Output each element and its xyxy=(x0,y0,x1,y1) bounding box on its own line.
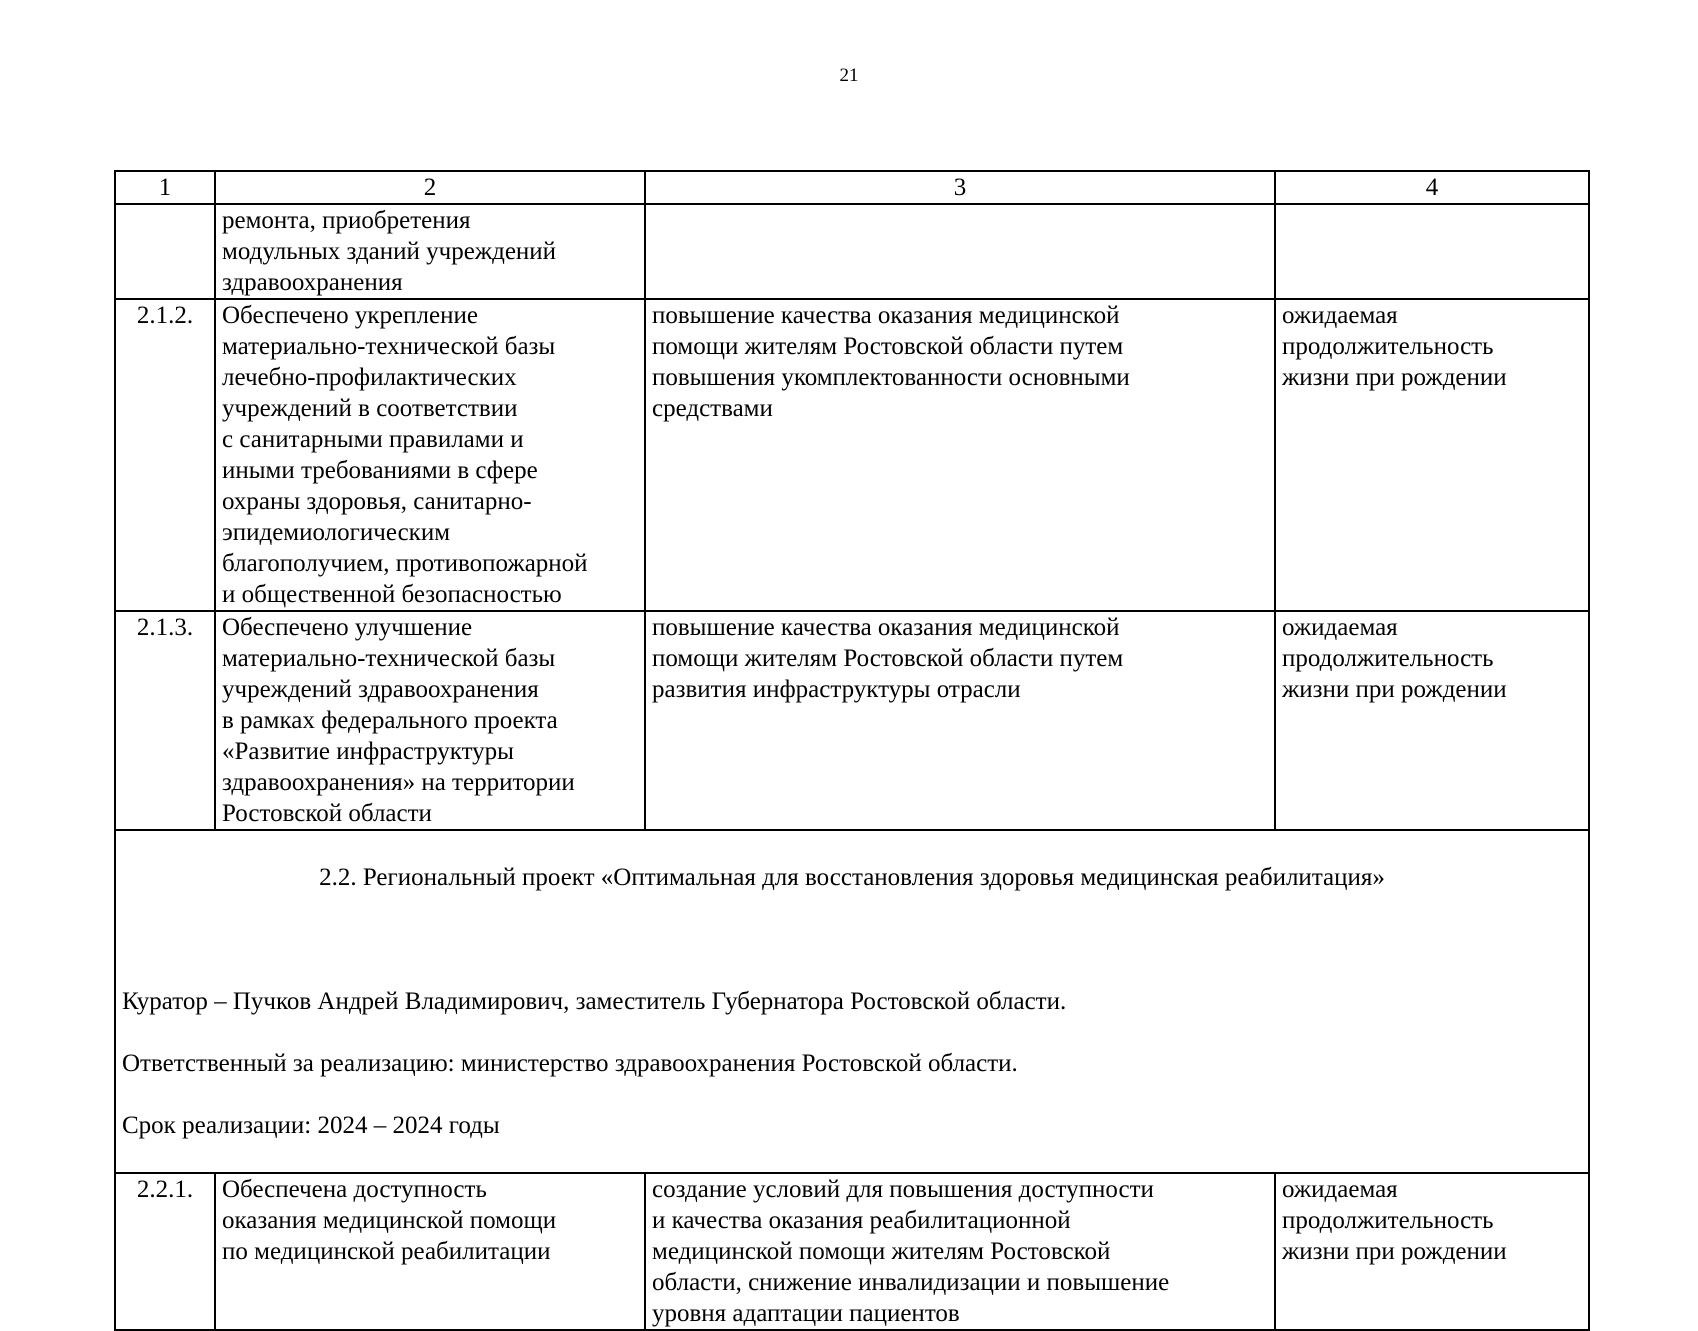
effect-cell: повышение качества оказания медицинской помощи жителям Ростовской области путем развития инфраструктуры отрасли xyxy=(645,611,1275,830)
section-row xyxy=(115,830,1589,1173)
effect-cell xyxy=(645,204,1275,299)
section-cell xyxy=(115,830,1589,1173)
column-header-3: 3 xyxy=(645,171,1275,204)
table-row xyxy=(115,1173,1589,1330)
column-header-2: 2 xyxy=(215,171,645,204)
table-row xyxy=(115,204,1589,299)
row-number xyxy=(115,204,215,299)
table-row xyxy=(115,611,1589,830)
effect-cell: повышение качества оказания медицинской помощи жителям Ростовской области путем повышения укомплектованности основными средствами xyxy=(645,299,1275,611)
indicator-cell xyxy=(1275,204,1589,299)
column-header-4: 4 xyxy=(1275,171,1589,204)
table-header-row xyxy=(115,171,1589,204)
result-cell: ремонта, приобретения модульных зданий учреждений здравоохранения xyxy=(215,204,645,299)
section-responsible: Ответственный за реализацию: министерство здравоохранения Ростовской области. xyxy=(122,1050,1018,1077)
row-number: 2.1.3. xyxy=(115,611,215,830)
table-row xyxy=(115,299,1589,611)
result-cell: Обеспечено улучшение материально-технической базы учреждений здравоохранения в рамках федерального проекта «Развитие инфраструктуры здравоохранения» на территории Ростовской области xyxy=(215,611,645,830)
indicator-cell: ожидаемая продолжительность жизни при рождении xyxy=(1275,611,1589,830)
result-cell: Обеспечено укрепление материально-технической базы лечебно-профилактических учреждений в соответствии с санитарными правилами и иными требованиями в сфере охраны здоровья, санитарно- эпидемиологическим благополучием, противопожарной и общественной безопасностью xyxy=(215,299,645,611)
section-term: Срок реализации: 2024 – 2024 годы xyxy=(122,1112,500,1139)
indicator-cell: ожидаемая продолжительность жизни при рождении xyxy=(1275,299,1589,611)
section-title: 2.2. Региональный проект «Оптимальная для восстановления здоровья медицинская реабилитация» xyxy=(319,864,1385,891)
row-number: 2.2.1. xyxy=(115,1173,215,1330)
result-cell: Обеспечена доступность оказания медицинской помощи по медицинской реабилитации xyxy=(215,1173,645,1330)
page-number: 21 xyxy=(839,65,859,86)
indicator-cell: ожидаемая продолжительность жизни при рождении xyxy=(1275,1173,1589,1330)
section-curator: Куратор – Пучков Андрей Владимирович, заместитель Губернатора Ростовской области. xyxy=(122,988,1067,1015)
results-table xyxy=(114,170,1590,1331)
column-header-1: 1 xyxy=(115,171,215,204)
section-gap xyxy=(122,924,1582,955)
row-number: 2.1.2. xyxy=(115,299,215,611)
effect-cell: создание условий для повышения доступности и качества оказания реабилитационной медицинской помощи жителям Ростовской области, снижение инвалидизации и повышение уровня адаптации пациентов xyxy=(645,1173,1275,1330)
